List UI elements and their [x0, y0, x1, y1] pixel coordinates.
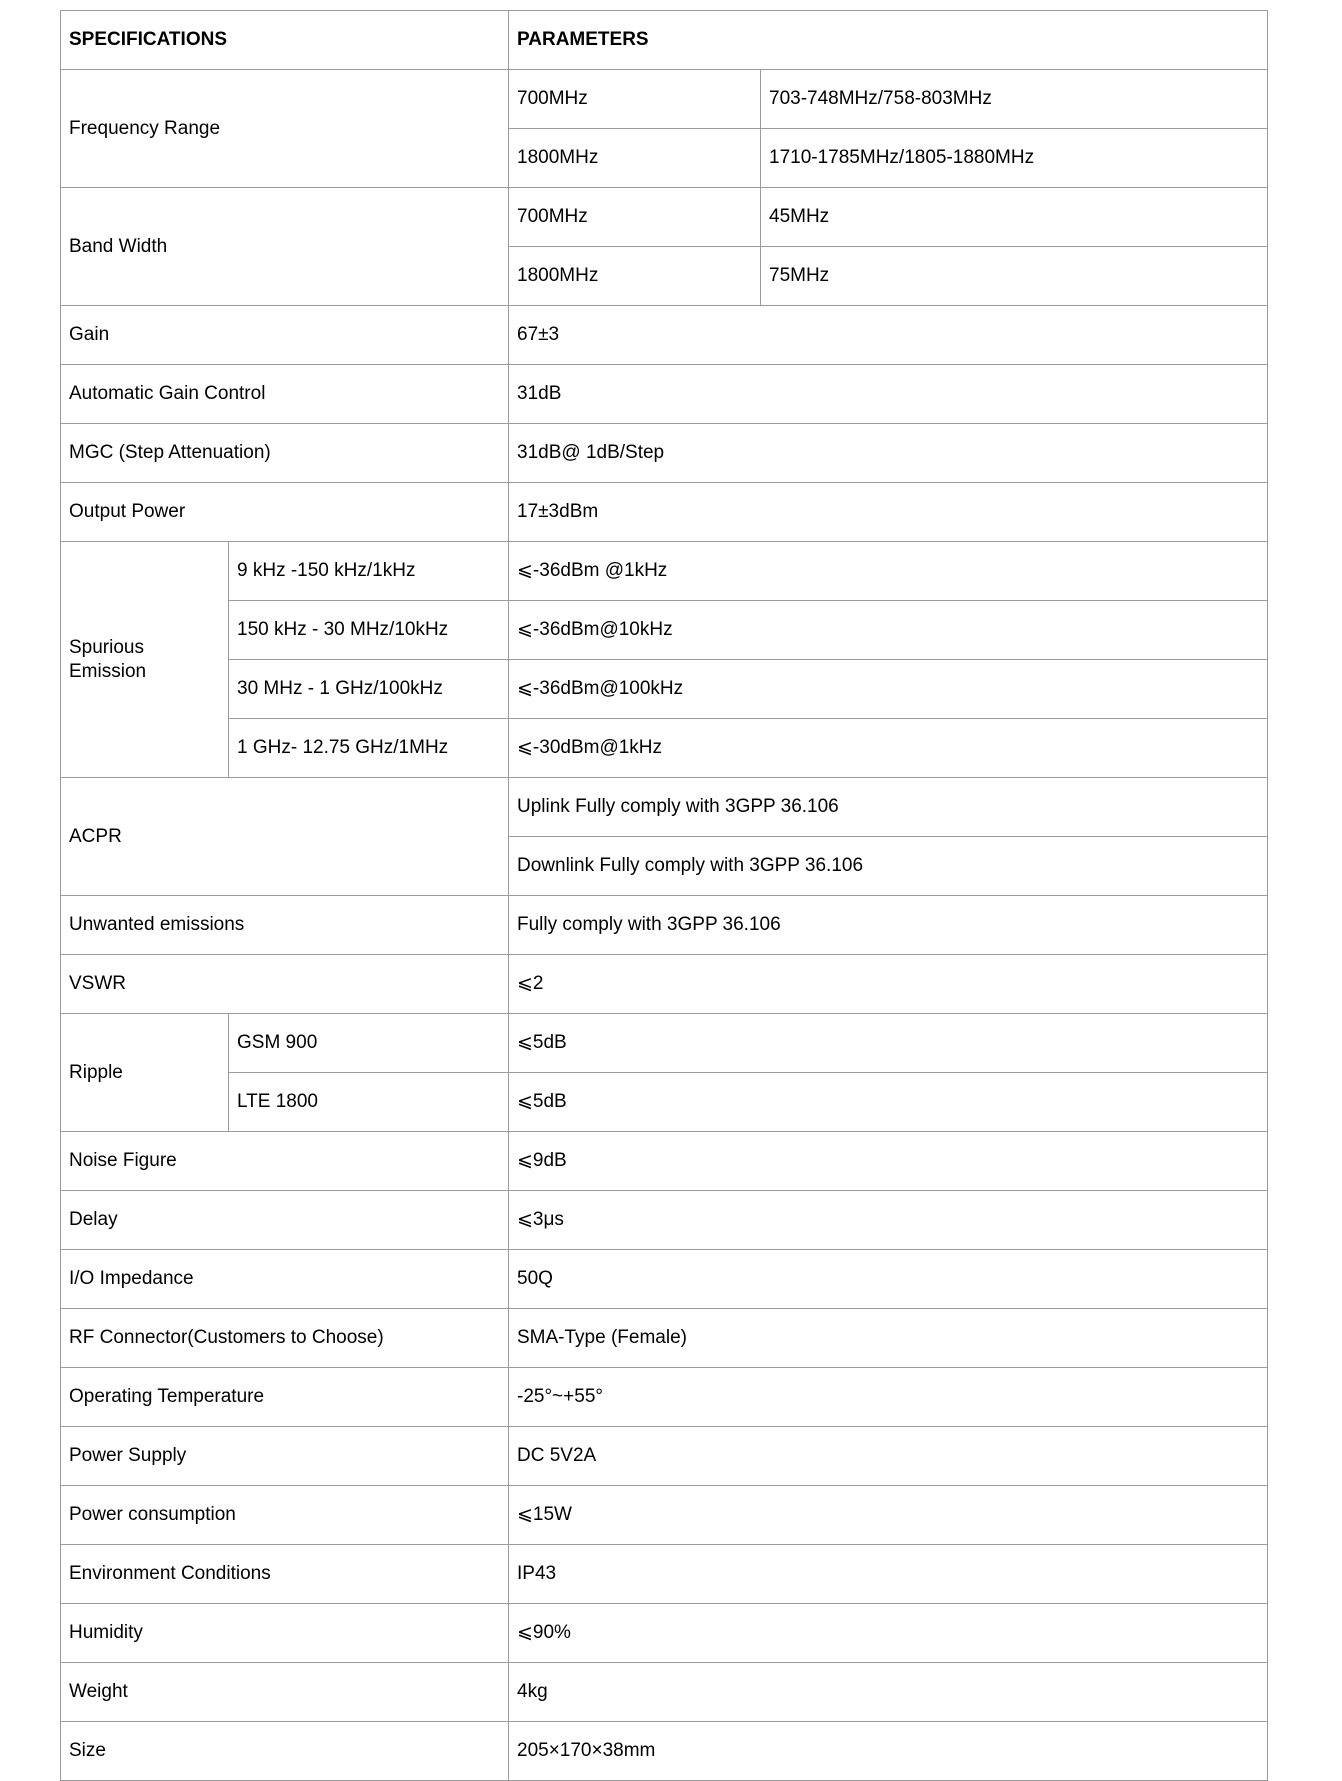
spec-value-operating-temperature: -25°~+55°: [509, 1368, 1268, 1427]
spec-value-io-impedance: 50Q: [509, 1250, 1268, 1309]
spec-label-frequency-range: Frequency Range: [61, 70, 509, 188]
frequency-range-band-700: 700MHz: [509, 70, 761, 129]
spec-label-unwanted-emissions: Unwanted emissions: [61, 896, 509, 955]
table-row: [61, 483, 1268, 542]
table-row: [61, 1132, 1268, 1191]
spec-label-agc: Automatic Gain Control: [61, 365, 509, 424]
spurious-value-3: ⩽-30dBm@1kHz: [509, 719, 1268, 778]
table-row: [61, 1191, 1268, 1250]
spec-label-spurious-emission: Spurious Emission: [61, 542, 229, 778]
acpr-value-uplink: Uplink Fully comply with 3GPP 36.106: [509, 778, 1268, 837]
table-row: [61, 778, 1268, 837]
spec-value-size: 205×170×38mm: [509, 1722, 1268, 1781]
spec-label-power-consumption: Power consumption: [61, 1486, 509, 1545]
band-width-value-1800: 75MHz: [761, 247, 1268, 306]
frequency-range-band-1800: 1800MHz: [509, 129, 761, 188]
ripple-band-gsm900: GSM 900: [229, 1014, 509, 1073]
spec-label-vswr: VSWR: [61, 955, 509, 1014]
spec-value-gain: 67±3: [509, 306, 1268, 365]
header-row: [61, 11, 1268, 70]
spec-value-agc: 31dB: [509, 365, 1268, 424]
spec-label-output-power: Output Power: [61, 483, 509, 542]
spec-label-size: Size: [61, 1722, 509, 1781]
table-row: [61, 1250, 1268, 1309]
spec-label-environment-conditions: Environment Conditions: [61, 1545, 509, 1604]
ripple-value-lte1800: ⩽5dB: [509, 1073, 1268, 1132]
spurious-value-2: ⩽-36dBm@100kHz: [509, 660, 1268, 719]
spec-label-gain: Gain: [61, 306, 509, 365]
header-parameters: PARAMETERS: [509, 11, 1268, 70]
table-row: [61, 188, 1268, 247]
spurious-range-2: 30 MHz - 1 GHz/100kHz: [229, 660, 509, 719]
ripple-band-lte1800: LTE 1800: [229, 1073, 509, 1132]
table-row: [61, 1368, 1268, 1427]
band-width-band-700: 700MHz: [509, 188, 761, 247]
spurious-range-3: 1 GHz- 12.75 GHz/1MHz: [229, 719, 509, 778]
spurious-range-1: 150 kHz - 30 MHz/10kHz: [229, 601, 509, 660]
frequency-range-value-1800: 1710-1785MHz/1805-1880MHz: [761, 129, 1268, 188]
spurious-value-1: ⩽-36dBm@10kHz: [509, 601, 1268, 660]
band-width-value-700: 45MHz: [761, 188, 1268, 247]
acpr-value-downlink: Downlink Fully comply with 3GPP 36.106: [509, 837, 1268, 896]
spec-label-ripple: Ripple: [61, 1014, 229, 1132]
table-row: [61, 1604, 1268, 1663]
spec-value-power-supply: DC 5V2A: [509, 1427, 1268, 1486]
spec-label-noise-figure: Noise Figure: [61, 1132, 509, 1191]
table-row: [61, 306, 1268, 365]
table-row: [61, 365, 1268, 424]
spec-value-weight: 4kg: [509, 1663, 1268, 1722]
spec-value-power-consumption: ⩽15W: [509, 1486, 1268, 1545]
table-row: [61, 542, 1268, 601]
table-row: [61, 1309, 1268, 1368]
spurious-range-0: 9 kHz -150 kHz/1kHz: [229, 542, 509, 601]
table-row: [61, 1486, 1268, 1545]
table-row: [61, 70, 1268, 129]
spec-label-weight: Weight: [61, 1663, 509, 1722]
table-row: [61, 1073, 1268, 1132]
table-row: [61, 424, 1268, 483]
frequency-range-value-700: 703-748MHz/758-803MHz: [761, 70, 1268, 129]
spec-value-noise-figure: ⩽9dB: [509, 1132, 1268, 1191]
header-specifications: SPECIFICATIONS: [61, 11, 509, 70]
spec-label-acpr: ACPR: [61, 778, 509, 896]
spurious-value-0: ⩽-36dBm @1kHz: [509, 542, 1268, 601]
specifications-table: [60, 10, 1268, 1781]
spec-label-delay: Delay: [61, 1191, 509, 1250]
spec-label-rf-connector: RF Connector(Customers to Choose): [61, 1309, 509, 1368]
spec-value-vswr: ⩽2: [509, 955, 1268, 1014]
spec-value-mgc: 31dB@ 1dB/Step: [509, 424, 1268, 483]
spec-label-io-impedance: I/O Impedance: [61, 1250, 509, 1309]
spec-value-delay: ⩽3μs: [509, 1191, 1268, 1250]
spec-label-mgc: MGC (Step Attenuation): [61, 424, 509, 483]
table-row: [61, 1427, 1268, 1486]
spec-value-rf-connector: SMA-Type (Female): [509, 1309, 1268, 1368]
spec-value-output-power: 17±3dBm: [509, 483, 1268, 542]
table-row: [61, 1014, 1268, 1073]
spec-value-environment-conditions: IP43: [509, 1545, 1268, 1604]
band-width-band-1800: 1800MHz: [509, 247, 761, 306]
table-row: [61, 1663, 1268, 1722]
spec-label-band-width: Band Width: [61, 188, 509, 306]
table-row: [61, 660, 1268, 719]
table-row: [61, 896, 1268, 955]
table-row: [61, 1545, 1268, 1604]
spec-value-humidity: ⩽90%: [509, 1604, 1268, 1663]
spec-label-operating-temperature: Operating Temperature: [61, 1368, 509, 1427]
spec-value-unwanted-emissions: Fully comply with 3GPP 36.106: [509, 896, 1268, 955]
table-row: [61, 955, 1268, 1014]
table-row: [61, 601, 1268, 660]
ripple-value-gsm900: ⩽5dB: [509, 1014, 1268, 1073]
table-row: [61, 1722, 1268, 1781]
table-row: [61, 719, 1268, 778]
spec-label-power-supply: Power Supply: [61, 1427, 509, 1486]
spec-label-humidity: Humidity: [61, 1604, 509, 1663]
